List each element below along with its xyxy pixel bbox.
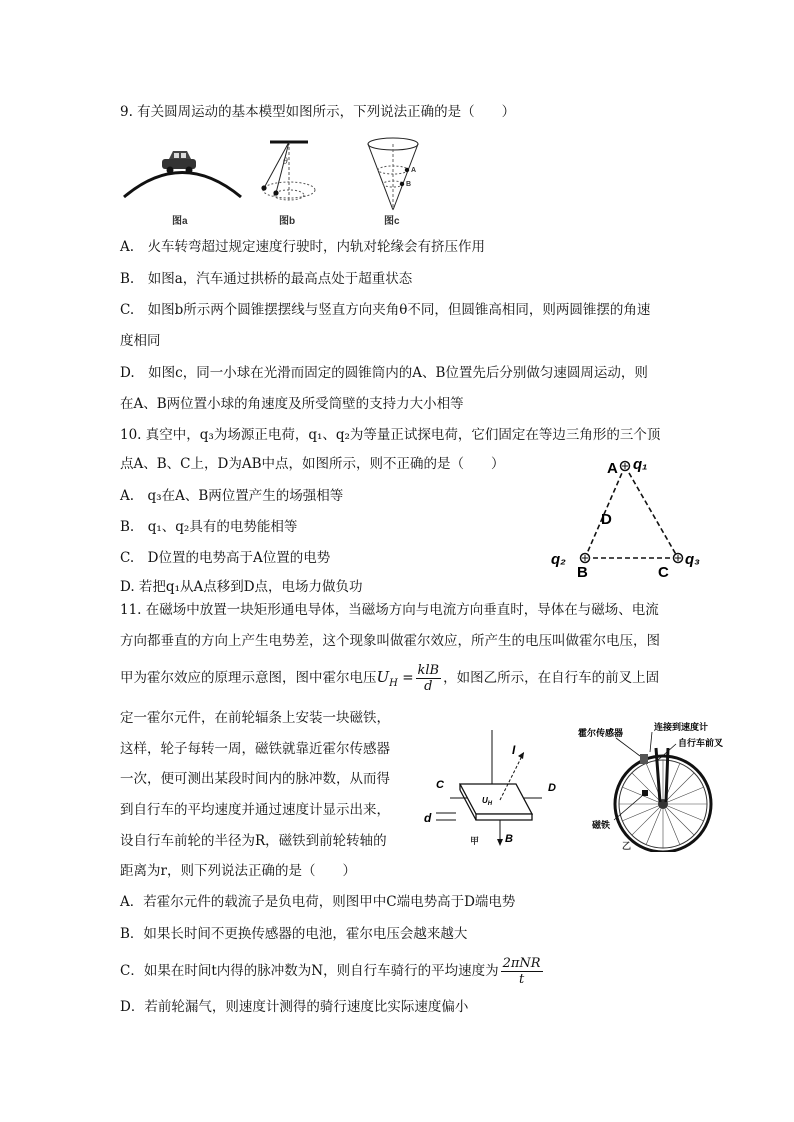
figure-a-caption: 图a	[172, 216, 188, 227]
side-ac	[625, 466, 678, 558]
yi-label-sensor: 霍尔传感器	[578, 728, 624, 738]
pendulum-string-2	[276, 142, 289, 193]
jia-label-UH: $U_H$	[482, 796, 493, 807]
q9-option-c-line1: C. 如图b所示两个圆锥摆摆线与竖直方向夹角θ不同，但圆锥高相同，则两圆锥摆的角速	[120, 302, 651, 318]
jia-label-B: B	[505, 833, 513, 845]
hall-voltage-fraction: $\frac{\text{klB}}{d}$	[417, 663, 440, 694]
hall-effect-figure-jia	[420, 728, 570, 850]
triangle-charges-figure	[545, 452, 715, 582]
jia-label-D: D	[548, 782, 556, 794]
cone-label-b: B	[406, 181, 412, 188]
jia-label-I: I	[512, 743, 516, 757]
q11-option-d: D．若前轮漏气，则速度计测得的骑行速度比实际速度偏小	[120, 999, 469, 1015]
yi-caption: 乙	[622, 841, 632, 851]
q10-option-c: C. D位置的电势高于A位置的电势	[120, 550, 331, 566]
q11-line9: 距离为r，则下列说法正确的是（ ）	[120, 863, 356, 879]
conductor-plate-front	[476, 814, 532, 820]
average-speed-fraction: $\frac{\text{2πNR}}{t}$	[502, 956, 541, 987]
q11-line3	[120, 662, 659, 699]
q10-option-b: B. q₁、q₂具有的电势能相等	[120, 519, 298, 535]
label-B: B	[577, 564, 588, 581]
jia-label-C: C	[436, 779, 444, 791]
q11-option-a: A．若霍尔元件的载流子是负电荷，则图甲中C端电势高于D端电势	[120, 894, 516, 910]
charge-q2-icon	[581, 554, 590, 563]
q11-line7: 到自行车的平均速度并通过速度计显示出来，	[120, 802, 390, 818]
hall-sensor-box	[640, 754, 648, 764]
charge-q1-icon	[621, 462, 630, 471]
jia-label-d: d	[424, 811, 432, 825]
q9-option-d-line1: D. 如图c，同一小球在光滑而固定的圆锥筒内的A、B位置先后分别做匀速圆周运动，则	[120, 365, 648, 381]
figure-c-caption: 图c	[384, 216, 400, 227]
car-icon	[162, 151, 196, 174]
q9-option-b: B. 如图a，汽车通过拱桥的最高点处于超重状态	[120, 271, 413, 287]
q9-option-a: A. 火车转弯超过规定速度行驶时，内轨对轮缘会有挤压作用	[120, 239, 486, 255]
figure-a-arch-bridge	[120, 140, 245, 230]
label-C: C	[658, 564, 669, 581]
figure-b-conical-pendulum	[252, 138, 342, 230]
yi-label-magnet: 磁铁	[592, 820, 611, 830]
q10-option-d: D. 若把q₁从A点移到D点，电场力做负功	[120, 579, 363, 595]
q10-stem-line2: 点A、B、C上，D为AB中点，如图所示，则不正确的是（ ）	[120, 456, 505, 472]
figure-b-caption: 图b	[279, 216, 296, 227]
q9-option-c-line2: 度相同	[120, 333, 161, 349]
q11-line6: 一次，便可测出某段时间内的脉冲数，从而得	[120, 771, 390, 787]
equals-sign: =	[402, 670, 414, 686]
hall-voltage-symbol: $U_H$	[376, 668, 398, 689]
q9-stem: 9. 有关圆周运动的基本模型如图所示，下列说法正确的是（ ）	[120, 104, 516, 120]
jia-caption: 甲	[470, 836, 480, 846]
q11-option-b: B．如果长时间不更换传感器的电池，霍尔电压会越来越大	[120, 926, 468, 942]
cone-ball-a	[405, 168, 409, 172]
charge-q3-icon	[674, 554, 683, 563]
q11-line3-a: 甲为霍尔效应的原理示意图，图中霍尔电压	[120, 670, 377, 686]
bicycle-wheel-figure-yi	[578, 716, 728, 852]
q10-option-a: A. q₃在A、B两位置产生的场强相等	[120, 488, 344, 504]
label-A: A	[607, 460, 618, 477]
q11-line3-b: ，如图乙所示，在自行车的前叉上固	[443, 670, 660, 686]
q11-option-c-text: C．如果在时间t内得的脉冲数为N，则自行车骑行的平均速度为	[120, 963, 499, 979]
label-q3: q₃	[685, 551, 700, 568]
yi-label-fork: 自行车前叉	[678, 738, 724, 748]
magnet-block	[642, 790, 648, 796]
q11-line8: 设自行车前轮的半径为R，磁铁到前轮转轴的	[120, 833, 387, 849]
q10-stem-line1: 10. 真空中，q₃为场源正电荷，q₁、q₂为等量正试探电荷，它们固定在等边三角形的三个顶	[120, 427, 661, 443]
q11-line2: 方向都垂直的方向上产生电势差，这个现象叫做霍尔效应，所产生的电压叫做霍尔电压，图	[120, 633, 660, 649]
label-D: D	[601, 511, 612, 528]
label-q1: q₁	[633, 456, 648, 473]
q9-option-d-line2: 在A、B两位置小球的角速度及所受筒壁的支持力大小相等	[120, 396, 464, 412]
cone-label-a: A	[411, 167, 417, 174]
yi-label-connect: 连接到速度计	[654, 722, 709, 732]
label-q2: q₂	[551, 551, 566, 568]
q11-line4: 定一霍尔元件，在前轮辐条上安装一块磁铁，	[120, 710, 390, 726]
cone-ball-b	[400, 182, 404, 186]
q11-option-c	[120, 953, 545, 989]
q11-line5: 这样，轮子每转一周，磁铁就靠近霍尔传感器	[120, 741, 390, 757]
figure-c-cone	[362, 136, 432, 230]
arch-bridge	[124, 173, 241, 198]
pendulum-ball-1	[261, 185, 266, 190]
q11-line1: 11. 在磁场中放置一块矩形通电导体，当磁场方向与电流方向垂直时，导体在与磁场、电流	[120, 602, 659, 618]
svg-text:θ: θ	[283, 157, 288, 166]
pendulum-ball-2	[273, 190, 278, 195]
